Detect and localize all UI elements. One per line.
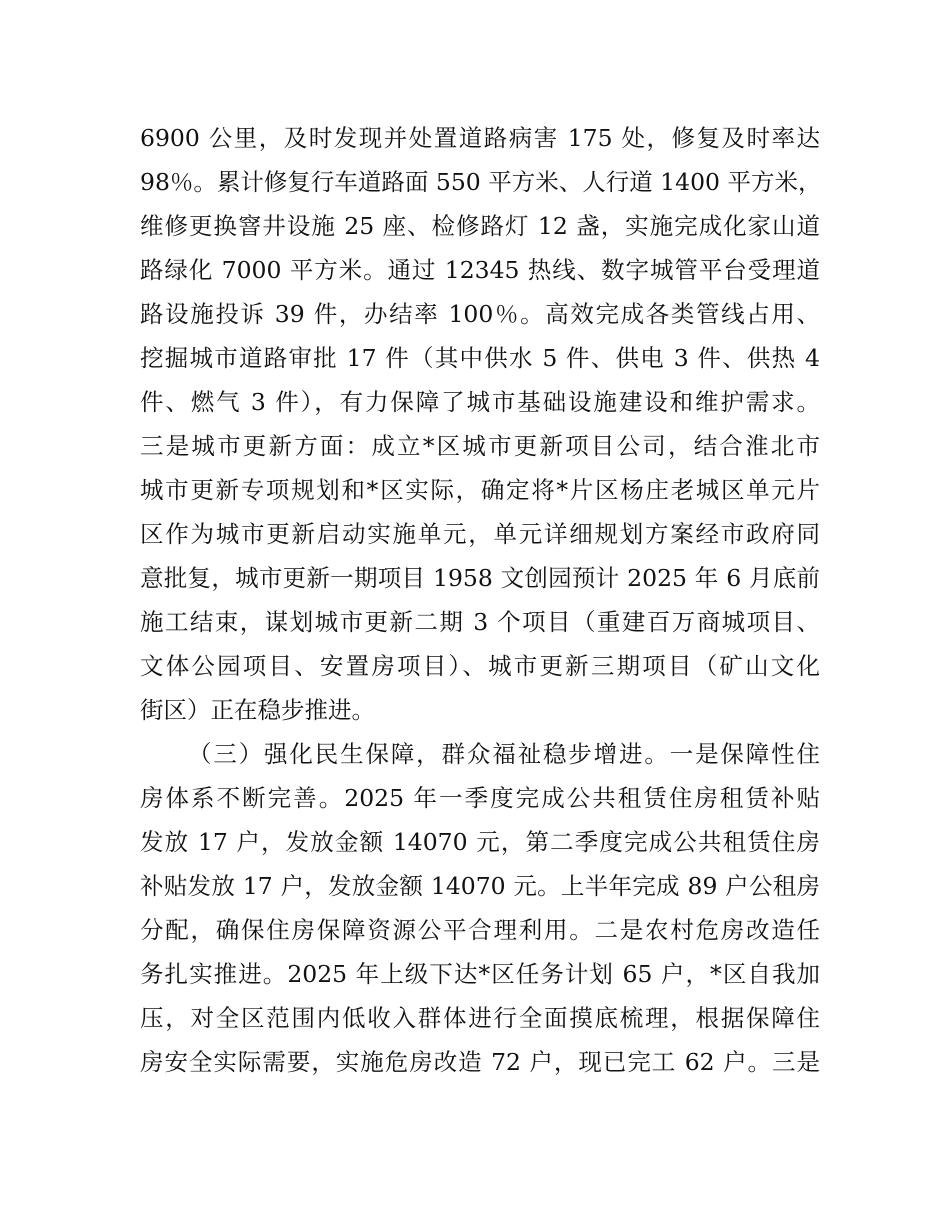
text-line: 维修更换窨井设施 25 座、检修路灯 12 盏，实施完成化家山道	[140, 212, 820, 240]
text-line: 压，对全区范围内低收入群体进行全面摸底梳理，根据保障住	[140, 1004, 820, 1032]
text-line: 施工结束，谋划城市更新二期 3 个项目（重建百万商城项目、	[140, 608, 820, 636]
text-line: 文体公园项目、安置房项目）、城市更新三期项目（矿山文化	[140, 652, 820, 680]
text-line: 98％。累计修复行车道路面 550 平方米、人行道 1400 平方米，	[140, 168, 822, 196]
text-line: 房安全实际需要，实施危房改造 72 户，现已完工 62 户。三是	[140, 1048, 820, 1076]
text-line: 6900 公里，及时发现并处置道路病害 175 处，修复及时率达	[140, 124, 820, 152]
text-line: 务扎实推进。2025 年上级下达*区任务计划 65 户，*区自我加	[140, 960, 820, 988]
text-line: 路设施投诉 39 件，办结率 100％。高效完成各类管线占用、	[140, 300, 820, 328]
text-line: 三是城市更新方面：成立*区城市更新项目公司，结合淮北市	[140, 432, 820, 460]
text-line: 件、燃气 3 件），有力保障了城市基础设施建设和维护需求。	[140, 388, 820, 416]
text-line: 房体系不断完善。2025 年一季度完成公共租赁住房租赁补贴	[140, 784, 820, 812]
paragraph-heading-line: （三）强化民生保障，群众福祉稳步增进。一是保障性住	[188, 740, 820, 768]
text-line: 分配，确保住房保障资源公平合理利用。二是农村危房改造任	[140, 916, 820, 944]
text-line: 路绿化 7000 平方米。通过 12345 热线、数字城管平台受理道	[140, 256, 820, 284]
text-line: 城市更新专项规划和*区实际，确定将*片区杨庄老城区单元片	[140, 476, 820, 504]
text-line: 发放 17 户，发放金额 14070 元，第二季度完成公共租赁住房	[140, 828, 820, 856]
text-line: 补贴发放 17 户，发放金额 14070 元。上半年完成 89 户公租房	[140, 872, 820, 900]
text-line: 挖掘城市道路审批 17 件（其中供水 5 件、供电 3 件、供热 4	[140, 344, 820, 372]
text-line: 区作为城市更新启动实施单元，单元详细规划方案经市政府同	[140, 520, 820, 548]
text-line: 意批复，城市更新一期项目 1958 文创园预计 2025 年 6 月底前	[140, 564, 820, 592]
text-line: 街区）正在稳步推进。	[140, 696, 375, 724]
